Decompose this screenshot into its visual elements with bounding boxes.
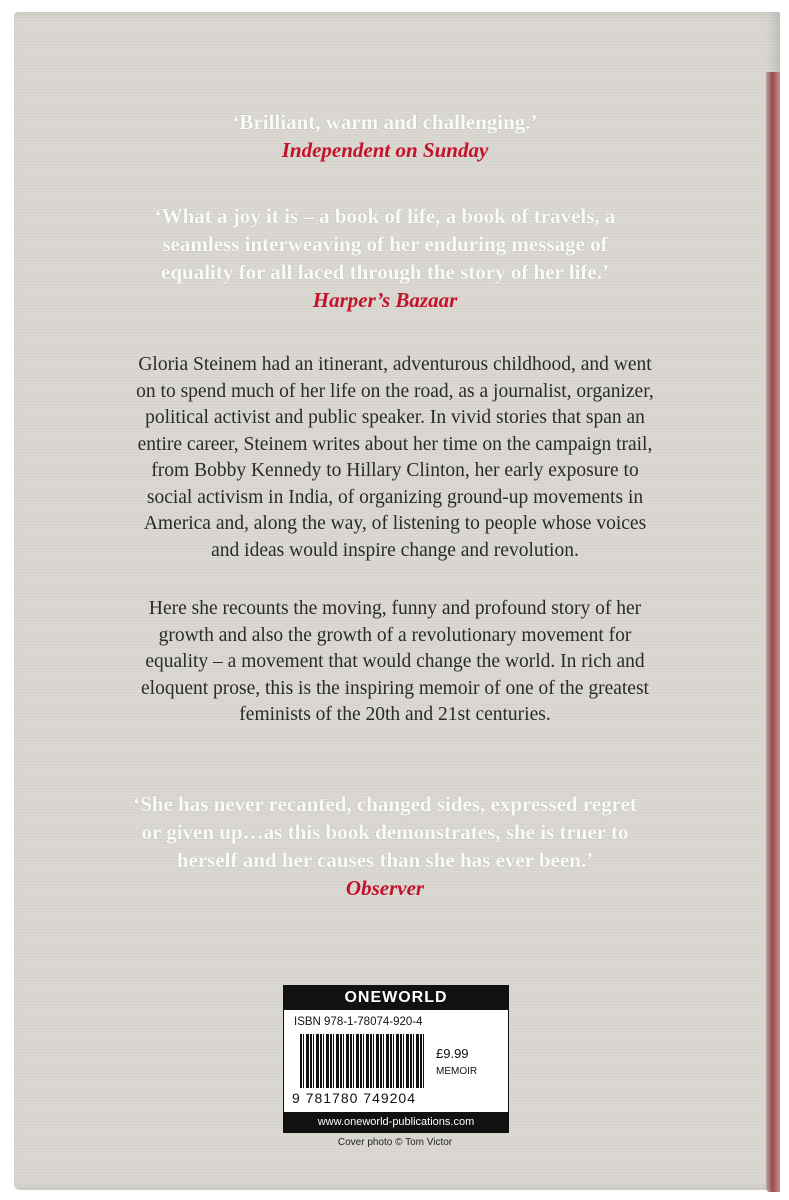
quote-source: Independent on Sunday	[281, 138, 489, 162]
paragraph-line: Gloria Steinem had an itinerant, adventurous childhood, and went	[138, 354, 652, 375]
synopsis-paragraph-1	[40, 352, 750, 564]
paragraph-line: Here she recounts the moving, funny and profound story of her	[148, 598, 642, 619]
quote-line: herself and her causes than she has ever been.’	[176, 848, 594, 872]
paragraph-line: social activism in India, of organizing ground-up movements in	[146, 486, 644, 508]
quote-line: ‘What a joy it is – a book of life, a book of travels, a	[154, 204, 616, 228]
paragraph-line: eloquent prose, this is the inspiring memoir of one of the greatest	[141, 677, 649, 699]
quote-source: Observer	[345, 876, 425, 900]
quote-source: Harper’s Bazaar	[312, 288, 458, 312]
paragraph-line: America and, along the way, of listening to people whose voices	[143, 513, 647, 534]
barcode-panel	[283, 985, 509, 1133]
paragraph-line: from Bobby Kennedy to Hillary Clinton, her early exposure to	[151, 460, 639, 481]
paragraph-line: political activist and public speaker. In vivid stories that span an	[145, 407, 645, 428]
quote-line: seamless interweaving of her enduring message of	[162, 232, 608, 256]
price-label: £9.99	[436, 1046, 469, 1061]
quote-line: equality for all laced through the story of her life.’	[161, 260, 609, 284]
quote-line: or given up…as this book demonstrates, she is truer to	[141, 820, 629, 844]
genre-label: MEMOIR	[436, 1066, 478, 1077]
quote-line: ‘She has never recanted, changed sides, expressed regret	[133, 792, 637, 816]
spine-edge	[766, 72, 780, 1192]
paragraph-line: equality – a movement that would change the world. In rich and	[145, 651, 645, 672]
review-quote-2	[90, 202, 680, 314]
paragraph-line: entire career, Steinem writes about her time on the campaign trail,	[137, 433, 653, 455]
photo-credit: Cover photo © Tom Victor	[337, 1137, 453, 1148]
review-quote-3	[70, 790, 700, 902]
quote-line: ‘Brilliant, warm and challenging.’	[232, 110, 538, 134]
barcode-icon	[300, 1034, 424, 1088]
paragraph-line: feminists of the 20th and 21st centuries.	[239, 704, 551, 725]
publisher-website: www.oneworld-publications.com	[284, 1112, 508, 1132]
review-quote-1	[90, 108, 680, 164]
isbn-label: ISBN 978-1-78074-920-4	[294, 1016, 423, 1028]
paragraph-line: and ideas would inspire change and revolution.	[211, 539, 579, 561]
isbn-digits: 9 781780 749204	[292, 1090, 416, 1106]
publisher-logo: ONEWORLD	[284, 986, 508, 1010]
synopsis-paragraph-2	[40, 596, 750, 729]
paragraph-line: growth and also the growth of a revolutionary movement for	[158, 624, 632, 646]
paragraph-line: on to spend much of her life on the road, as a journalist, organizer,	[136, 380, 654, 402]
